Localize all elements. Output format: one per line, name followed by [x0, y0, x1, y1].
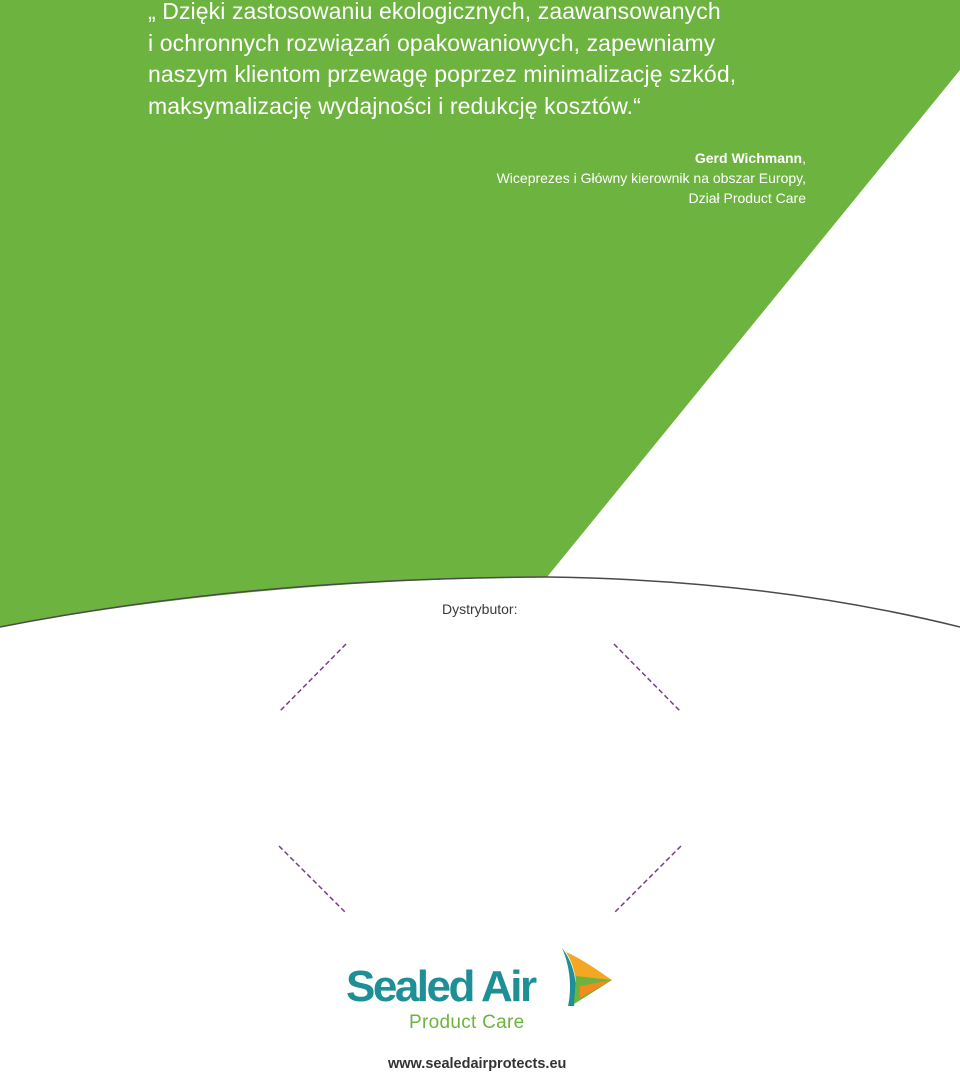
logo-subline: Product Care — [409, 1012, 525, 1033]
distributor-label: Dystrybutor: — [442, 601, 518, 617]
testimonial-quote — [148, 0, 848, 122]
quote-attribution — [420, 148, 806, 208]
quote-line-2: i ochronnych rozwiązań opakowaniowych, zapewniamy — [148, 29, 716, 56]
attribution-comma: , — [802, 150, 806, 166]
attribution-name-line — [420, 148, 806, 168]
quote-line-3: naszym klientom przewagę poprzez minimalizację szkód, — [148, 61, 737, 87]
guide-top-right — [614, 644, 681, 712]
distributor-guides — [279, 644, 681, 913]
logo-wordmark: Sealed Air — [346, 962, 535, 1011]
guide-top-left — [279, 644, 346, 712]
quote-line-4: maksymalizację wydajności i redukcję kosztów.“ — [148, 92, 641, 119]
website-link[interactable]: www.sealedairprotects.eu — [388, 1056, 567, 1072]
guide-bottom-left — [279, 846, 346, 913]
attribution-title: Wiceprezes i Główny kierownik na obszar Europy, — [496, 170, 806, 186]
guide-bottom-right — [614, 846, 681, 913]
sail-logo-icon — [560, 946, 616, 1016]
sealed-air-logo — [340, 944, 630, 1036]
attribution-department: Dział Product Care — [688, 190, 806, 206]
quote-line-1: „ Dzięki zastosowaniu ekologicznych, zaawansowanych — [148, 0, 721, 24]
attribution-name: Gerd Wichmann — [694, 150, 803, 166]
